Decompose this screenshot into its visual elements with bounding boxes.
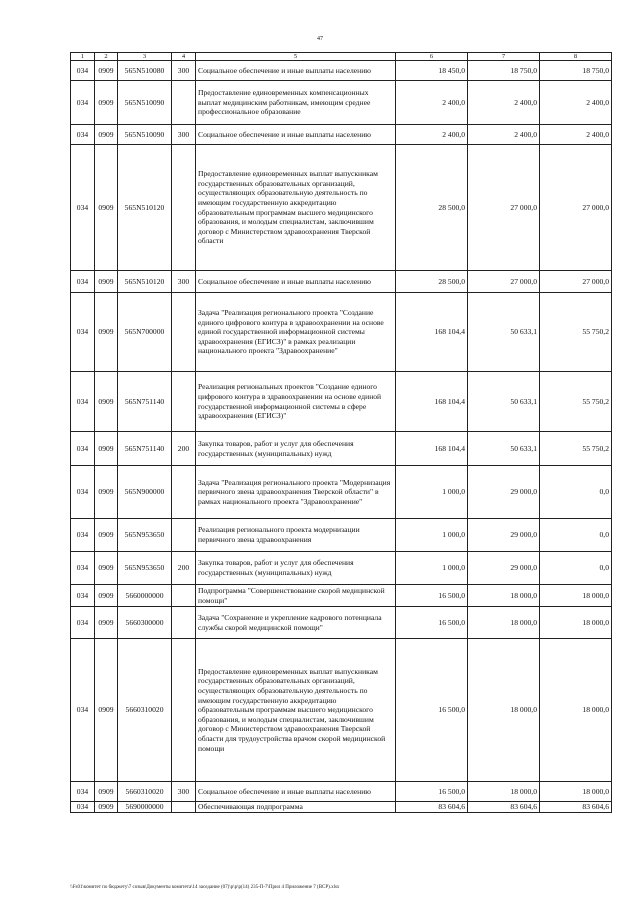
target-article-cell: 565N510120 xyxy=(118,271,172,293)
amount-col6-cell: 2 400,0 xyxy=(396,125,468,145)
amount-col6-cell: 168 104,4 xyxy=(396,372,468,432)
expense-type-cell xyxy=(172,466,196,519)
amount-col6-cell: 1 000,0 xyxy=(396,466,468,519)
expense-type-cell: 300 xyxy=(172,782,196,802)
amount-col6-cell: 168 104,4 xyxy=(396,293,468,372)
description-cell: Обеспечивающая подпрограмма xyxy=(196,802,396,813)
amount-col6-cell: 168 104,4 xyxy=(396,432,468,466)
target-article-cell: 5660300000 xyxy=(118,607,172,639)
header-cell: 3 xyxy=(118,53,172,61)
target-article-cell: 5690000000 xyxy=(118,802,172,813)
amount-col8-cell: 18 000,0 xyxy=(540,585,612,607)
expense-type-cell xyxy=(172,145,196,271)
table-row xyxy=(71,639,612,782)
amount-col7-cell: 27 000,0 xyxy=(468,271,540,293)
description-cell: Задача "Реализация регионального проекта "Создание единого цифрового контура в здравоохранении на основе единой государственной информационной системы здравоохранения (ЕГИСЗ)" в рамках реализации национального проекта "Здравоохранение" xyxy=(196,293,396,372)
section-code-cell: 0909 xyxy=(95,552,118,585)
expense-type-cell xyxy=(172,639,196,782)
target-article-cell: 565N700000 xyxy=(118,293,172,372)
amount-col7-cell: 50 633,1 xyxy=(468,372,540,432)
table-row xyxy=(71,271,612,293)
table-row xyxy=(71,372,612,432)
table-row xyxy=(71,607,612,639)
amount-col8-cell: 2 400,0 xyxy=(540,81,612,125)
section-code-cell: 0909 xyxy=(95,432,118,466)
department-code-cell: 034 xyxy=(71,585,95,607)
table-row xyxy=(71,293,612,372)
amount-col8-cell: 55 750,2 xyxy=(540,372,612,432)
amount-col8-cell: 18 000,0 xyxy=(540,607,612,639)
section-code-cell: 0909 xyxy=(95,802,118,813)
target-article-cell: 5660000000 xyxy=(118,585,172,607)
table-row xyxy=(71,466,612,519)
table-row xyxy=(71,585,612,607)
department-code-cell: 034 xyxy=(71,782,95,802)
amount-col6-cell: 28 500,0 xyxy=(396,145,468,271)
amount-col7-cell: 18 750,0 xyxy=(468,61,540,81)
amount-col8-cell: 18 750,0 xyxy=(540,61,612,81)
section-code-cell: 0909 xyxy=(95,125,118,145)
amount-col6-cell: 28 500,0 xyxy=(396,271,468,293)
description-cell: Реализация регионального проекта модернизации первичного звена здравоохранения xyxy=(196,519,396,552)
amount-col7-cell: 29 000,0 xyxy=(468,552,540,585)
amount-col7-cell: 50 633,1 xyxy=(468,293,540,372)
amount-col8-cell: 18 000,0 xyxy=(540,639,612,782)
description-cell: Подпрограмма "Совершенствование скорой медицинской помощи" xyxy=(196,585,396,607)
header-cell: 4 xyxy=(172,53,196,61)
section-code-cell: 0909 xyxy=(95,372,118,432)
header-cell: 6 xyxy=(396,53,468,61)
amount-col7-cell: 2 400,0 xyxy=(468,125,540,145)
header-cell: 1 xyxy=(71,53,95,61)
amount-col7-cell: 29 000,0 xyxy=(468,519,540,552)
amount-col6-cell: 1 000,0 xyxy=(396,552,468,585)
department-code-cell: 034 xyxy=(71,293,95,372)
column-number-header xyxy=(71,53,612,61)
section-code-cell: 0909 xyxy=(95,519,118,552)
expense-type-cell xyxy=(172,372,196,432)
amount-col8-cell: 27 000,0 xyxy=(540,145,612,271)
target-article-cell: 565N900000 xyxy=(118,466,172,519)
target-article-cell: 565N953650 xyxy=(118,552,172,585)
expense-type-cell xyxy=(172,293,196,372)
amount-col6-cell: 2 400,0 xyxy=(396,81,468,125)
description-cell: Социальное обеспечение и иные выплаты населению xyxy=(196,782,396,802)
department-code-cell: 034 xyxy=(71,125,95,145)
description-cell: Закупка товаров, работ и услуг для обеспечения государственных (муниципальных) нужд xyxy=(196,552,396,585)
header-cell: 7 xyxy=(468,53,540,61)
amount-col7-cell: 18 000,0 xyxy=(468,607,540,639)
target-article-cell: 565N510090 xyxy=(118,81,172,125)
amount-col8-cell: 2 400,0 xyxy=(540,125,612,145)
expense-type-cell: 200 xyxy=(172,552,196,585)
amount-col7-cell: 50 633,1 xyxy=(468,432,540,466)
table-row xyxy=(71,552,612,585)
target-article-cell: 5660310020 xyxy=(118,639,172,782)
expense-type-cell xyxy=(172,585,196,607)
target-article-cell: 5660310020 xyxy=(118,782,172,802)
amount-col7-cell: 18 000,0 xyxy=(468,639,540,782)
department-code-cell: 034 xyxy=(71,372,95,432)
table-row xyxy=(71,432,612,466)
department-code-cell: 034 xyxy=(71,271,95,293)
department-code-cell: 034 xyxy=(71,519,95,552)
amount-col6-cell: 1 000,0 xyxy=(396,519,468,552)
description-cell: Закупка товаров, работ и услуг для обеспечения государственных (муниципальных) нужд xyxy=(196,432,396,466)
table-row xyxy=(71,802,612,813)
expense-type-cell: 300 xyxy=(172,61,196,81)
header-cell: 2 xyxy=(95,53,118,61)
section-code-cell: 0909 xyxy=(95,271,118,293)
amount-col8-cell: 27 000,0 xyxy=(540,271,612,293)
department-code-cell: 034 xyxy=(71,802,95,813)
amount-col7-cell: 27 000,0 xyxy=(468,145,540,271)
department-code-cell: 034 xyxy=(71,466,95,519)
table-row xyxy=(71,61,612,81)
header-cell: 5 xyxy=(196,53,396,61)
amount-col8-cell: 0,0 xyxy=(540,519,612,552)
header-cell: 8 xyxy=(540,53,612,61)
amount-col7-cell: 18 000,0 xyxy=(468,585,540,607)
table-body xyxy=(71,53,612,813)
expense-type-cell xyxy=(172,81,196,125)
amount-col6-cell: 18 450,0 xyxy=(396,61,468,81)
file-path-footer: \\Fs01\комитет по бюджету\7 созыв\Документы комитета\14 заседание (07)\р\р\р(14) 235-П-7\Прил 4 Приложение 7 (ВСР).xlsx xyxy=(70,885,340,890)
department-code-cell: 034 xyxy=(71,607,95,639)
department-code-cell: 034 xyxy=(71,61,95,81)
description-cell: Задача "Реализация регионального проекта "Модернизация первичного звена здравоохранения Тверской области" в рамках национального проекта "Здравоохранение" xyxy=(196,466,396,519)
page-number: 47 xyxy=(317,36,323,42)
amount-col8-cell: 83 604,6 xyxy=(540,802,612,813)
description-cell: Социальное обеспечение и иные выплаты населению xyxy=(196,125,396,145)
section-code-cell: 0909 xyxy=(95,585,118,607)
section-code-cell: 0909 xyxy=(95,639,118,782)
section-code-cell: 0909 xyxy=(95,782,118,802)
expense-type-cell xyxy=(172,519,196,552)
section-code-cell: 0909 xyxy=(95,81,118,125)
expense-type-cell: 300 xyxy=(172,125,196,145)
description-cell: Реализация региональных проектов "Создание единого цифрового контура в здравоохранении на основе единой государственной информационной системы в сфере здравоохранения (ЕГИСЗ)" xyxy=(196,372,396,432)
description-cell: Предоставление единовременных выплат выпускникам государственных образовательных организаций, осуществляющих образовательную деятельность по имеющим государственную аккредитацию образовательным программам высшего медицинского образования, и молодым специалистам, заключившим договор с Министерством здравоохранения Тверской области xyxy=(196,145,396,271)
section-code-cell: 0909 xyxy=(95,145,118,271)
table-row xyxy=(71,145,612,271)
target-article-cell: 565N751140 xyxy=(118,432,172,466)
department-code-cell: 034 xyxy=(71,432,95,466)
target-article-cell: 565N510080 xyxy=(118,61,172,81)
amount-col6-cell: 16 500,0 xyxy=(396,585,468,607)
amount-col7-cell: 83 604,6 xyxy=(468,802,540,813)
section-code-cell: 0909 xyxy=(95,607,118,639)
department-code-cell: 034 xyxy=(71,552,95,585)
target-article-cell: 565N510090 xyxy=(118,125,172,145)
amount-col8-cell: 0,0 xyxy=(540,466,612,519)
expense-type-cell xyxy=(172,607,196,639)
department-code-cell: 034 xyxy=(71,639,95,782)
description-cell: Предоставление единовременных выплат выпускникам государственных образовательных организаций, осуществляющих образовательную деятельность по имеющим государственную аккредитацию образовательным программам высшего медицинского образования, и молодым специалистам, заключившим договор с Министерством здравоохранения Тверской области для трудоустройства врачом скорой медицинской помощи xyxy=(196,639,396,782)
amount-col8-cell: 55 750,2 xyxy=(540,293,612,372)
target-article-cell: 565N953650 xyxy=(118,519,172,552)
expense-type-cell xyxy=(172,802,196,813)
section-code-cell: 0909 xyxy=(95,293,118,372)
target-article-cell: 565N751140 xyxy=(118,372,172,432)
section-code-cell: 0909 xyxy=(95,61,118,81)
amount-col7-cell: 18 000,0 xyxy=(468,782,540,802)
amount-col8-cell: 0,0 xyxy=(540,552,612,585)
amount-col8-cell: 18 000,0 xyxy=(540,782,612,802)
amount-col6-cell: 83 604,6 xyxy=(396,802,468,813)
expense-type-cell: 200 xyxy=(172,432,196,466)
budget-table xyxy=(70,52,612,813)
amount-col6-cell: 16 500,0 xyxy=(396,607,468,639)
target-article-cell: 565N510120 xyxy=(118,145,172,271)
table-row xyxy=(71,519,612,552)
table-row xyxy=(71,125,612,145)
amount-col7-cell: 29 000,0 xyxy=(468,466,540,519)
department-code-cell: 034 xyxy=(71,81,95,125)
description-cell: Социальное обеспечение и иные выплаты населению xyxy=(196,61,396,81)
department-code-cell: 034 xyxy=(71,145,95,271)
amount-col6-cell: 16 500,0 xyxy=(396,782,468,802)
amount-col7-cell: 2 400,0 xyxy=(468,81,540,125)
description-cell: Социальное обеспечение и иные выплаты населению xyxy=(196,271,396,293)
table-row xyxy=(71,81,612,125)
description-cell: Предоставление единовременных компенсационных выплат медицинским работникам, имеющим среднее профессиональное образование xyxy=(196,81,396,125)
section-code-cell: 0909 xyxy=(95,466,118,519)
expense-type-cell: 300 xyxy=(172,271,196,293)
amount-col6-cell: 16 500,0 xyxy=(396,639,468,782)
description-cell: Задача "Сохранение и укрепление кадрового потенциала службы скорой медицинской помощи" xyxy=(196,607,396,639)
table-row xyxy=(71,782,612,802)
amount-col8-cell: 55 750,2 xyxy=(540,432,612,466)
